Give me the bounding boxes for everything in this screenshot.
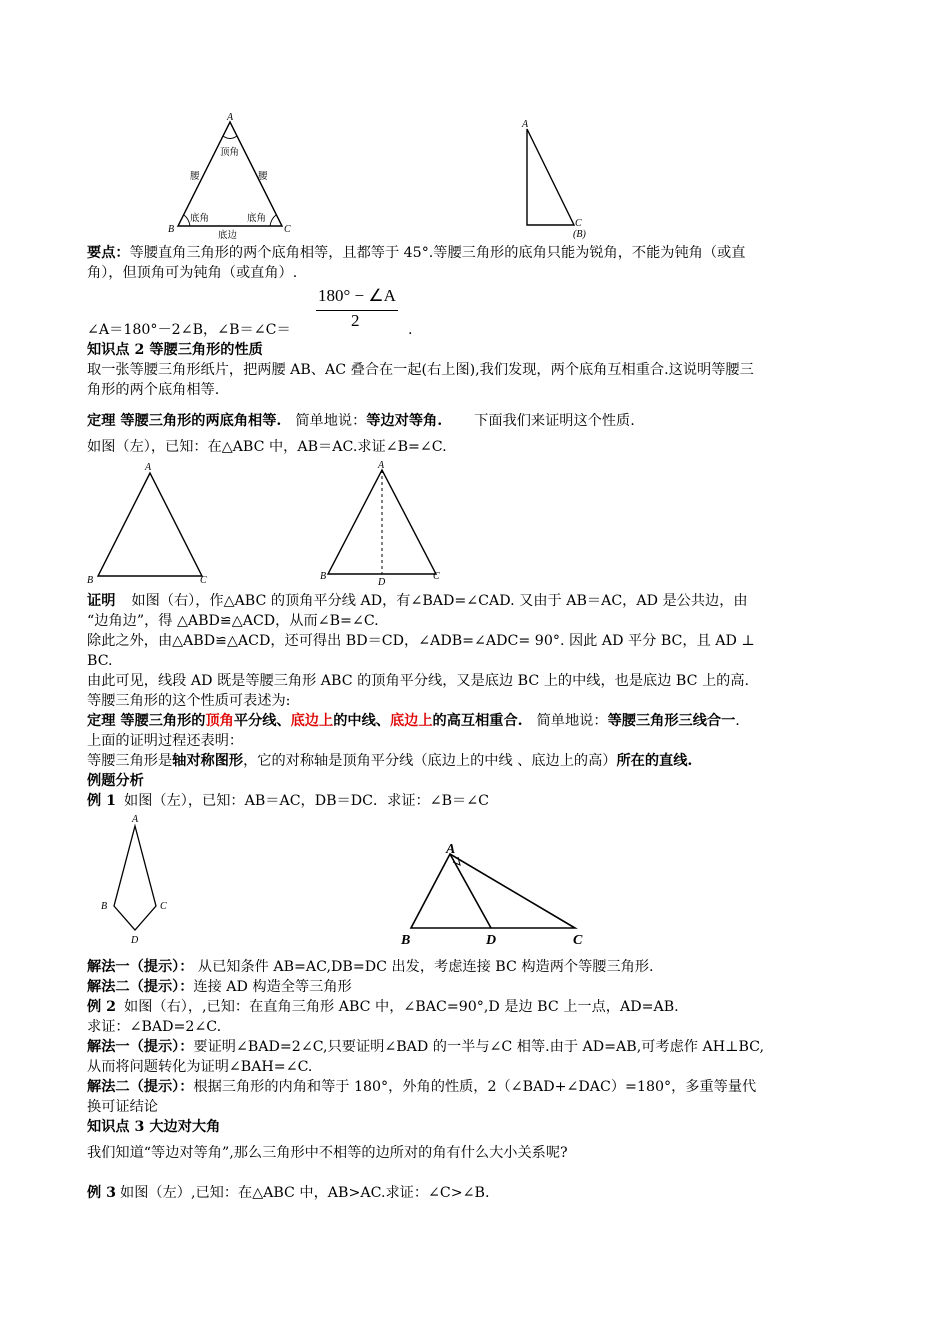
- theorem-2-d: 的高互相重合.: [432, 713, 523, 729]
- axis-d: 所在的直线.: [616, 753, 693, 769]
- example-2-prove: 求证：∠BAD=2∠C.: [87, 1019, 222, 1035]
- fraction-numerator: 180° − ∠A: [318, 286, 396, 305]
- kp2-paragraph-2: 角形的两个底角相等.: [87, 382, 220, 398]
- ex2-solution-2-label: 解法二（提示）：: [87, 1079, 194, 1095]
- vertex-label-d: D: [378, 577, 386, 588]
- vertex-label-d: D: [486, 933, 497, 948]
- vertex-label-c: C: [284, 224, 291, 235]
- theorem-2-red-1: 顶角: [205, 713, 234, 729]
- theorem-1-short: 等边对等角.: [366, 413, 443, 429]
- examples-title: 例题分析: [87, 773, 144, 789]
- right-triangle-shape: [411, 854, 575, 928]
- theorem-2-short: 等腰三角形三线合一: [607, 713, 736, 729]
- vertex-label-b: B: [320, 571, 327, 582]
- triangle-abc-shape: [98, 473, 202, 576]
- example-2: [87, 997, 679, 1017]
- example-3: [87, 1183, 489, 1203]
- vertex-label-c: C: [573, 933, 583, 948]
- left-base-angle-label: 底角: [190, 213, 210, 224]
- formula-end: .: [408, 322, 413, 338]
- theorem-2-red-2: 底边上: [290, 713, 334, 729]
- figure-right-triangle-abc: [395, 840, 595, 950]
- kp3-title: 知识点 3 大边对大角: [87, 1119, 221, 1135]
- example-2-text: 如图（右），,已知：在直角三角形 ABC 中，∠BAC=90°,D 是边 BC 上一点，AD=AB.: [124, 999, 679, 1015]
- proof-line-4: BC.: [87, 653, 113, 669]
- theorem-2-a: 定理 等腰三角形的: [87, 713, 206, 729]
- kp2-paragraph-1: 取一张等腰三角形纸片，把两腰 AB、AC 叠合在一起(右上图),我们发现，两个底角互相重合.这说明等腰三: [87, 362, 754, 378]
- above-proof-line: 上面的证明过程还表明：: [87, 733, 244, 749]
- keypoint-label: 要点：: [87, 245, 130, 261]
- proof-text-1: 如图（右），作△ABC 的顶角平分线 AD，有∠BAD=∠CAD. 又由于 AB＝AC，AD 是公共边，由: [131, 593, 748, 609]
- proof-line-3: 除此之外，由△ABD≌△ACD，还可得出 BD＝CD，∠ADB=∠ADC= 90°. 因此 AD 平分 BC，且 AD ⊥: [87, 633, 755, 649]
- base-label: 底边: [218, 230, 238, 241]
- example-3-label: 例 3: [87, 1185, 116, 1201]
- kp2-title: 知识点 2 等腰三角形的性质: [87, 342, 263, 358]
- ex2-solution-2: [87, 1077, 756, 1097]
- ex2-solution-1-text: 要证明∠BAD=2∠C,只要证明∠BAD 的一半与∠C 相等.由于 AD=AB,可考虑作 AH⊥BC,: [193, 1039, 764, 1055]
- left-leg-label: 腰: [190, 171, 200, 182]
- vertex-label-a: A: [378, 460, 385, 471]
- keypoint-line-2: 角），但顶角可为钝角（或直角）.: [87, 265, 298, 281]
- example-3-text: 如图（左）,已知：在△ABC 中，AB>AC.求证：∠C>∠B.: [120, 1185, 490, 1201]
- theorem-1-after: 下面我们来证明这个性质.: [474, 413, 635, 429]
- ex1-solution-1-text: 从已知条件 AB=AC,DB=DC 出发，考虑连接 BC 构造两个等腰三角形.: [193, 959, 654, 975]
- right-base-angle-label: 底角: [247, 213, 267, 224]
- vertex-label-d: D: [131, 935, 139, 946]
- proof-line-6: 等腰三角形的这个性质可表述为:: [87, 693, 291, 709]
- symmetry-axis-line: [87, 751, 692, 771]
- theorem-2-simple: 简单地说：: [536, 713, 608, 729]
- vertex-label-b-paren: (B): [573, 229, 586, 240]
- theorem-1-simple: 简单地说：: [295, 413, 367, 429]
- vertex-label-a: A: [227, 112, 234, 123]
- example-2-label: 例 2: [87, 999, 116, 1015]
- figure-kite: [98, 812, 178, 950]
- vertex-label-b: B: [87, 575, 94, 586]
- theorem-1: [87, 411, 635, 431]
- vertex-label-c: C: [200, 575, 207, 586]
- figure-triangle-bisector: [316, 458, 448, 588]
- ex2-solution-2-text: 根据三角形的内角和等于 180°，外角的性质，2（∠BAD+∠DAC）=180°，多重等量代: [193, 1079, 757, 1095]
- ex1-solution-2-text: 连接 AD 构造全等三角形: [193, 979, 352, 995]
- figure-triangle-abc: [86, 459, 216, 587]
- vertex-label-b: B: [401, 933, 411, 948]
- apex-angle-label: 顶角: [220, 147, 240, 158]
- apex-angle-arc: [223, 136, 237, 139]
- ex1-solution-1: [87, 957, 654, 977]
- figure-folded-triangle: [516, 118, 596, 242]
- theorem-2-end: .: [735, 713, 740, 729]
- ex2-solution-1-label: 解法一（提示）：: [87, 1039, 194, 1055]
- folded-triangle-shape: [527, 129, 574, 225]
- right-base-angle-arc: [270, 215, 276, 226]
- proof-line-5: 由此可见，线段 AD 既是等腰三角形 ABC 的顶角平分线，又是底边 BC 上的中线，也是底边 BC 上的高.: [87, 673, 750, 689]
- vertex-label-b: B: [101, 901, 108, 912]
- axis-b: 轴对称图形: [172, 753, 244, 769]
- ex1-solution-2-label: 解法二（提示）：: [87, 979, 194, 995]
- kite-shape: [114, 826, 156, 930]
- theorem-1-label: 定理 等腰三角形的两底角相等.: [87, 413, 282, 429]
- segment-ad: [450, 854, 491, 928]
- angle-formula: ∠A＝180°－2∠B，∠B＝∠C＝: [87, 322, 291, 338]
- example-1: [87, 791, 489, 811]
- vertex-label-a: A: [446, 842, 456, 857]
- axis-a: 等腰三角形是: [87, 753, 173, 769]
- given-line: 如图（左），已知：在△ABC 中，AB＝AC.求证∠B=∠C.: [87, 439, 447, 455]
- proof-label: 证明: [87, 593, 116, 609]
- fraction-denominator: 2: [351, 311, 360, 330]
- vertex-label-a: A: [522, 119, 529, 130]
- theorem-2-red-3: 底边上: [389, 713, 433, 729]
- triangle-abdc-shape: [328, 470, 436, 574]
- vertex-label-c: C: [433, 571, 440, 582]
- ex1-solution-1-label: 解法一（提示）：: [87, 959, 194, 975]
- vertex-label-c: C: [160, 901, 167, 912]
- theorem-2: [87, 711, 740, 731]
- axis-c: ，它的对称轴是顶角平分线（底边上的中线 、底边上的高）: [243, 753, 617, 769]
- proof-line-2: “边角边”，得 △ABD≌△ACD，从而∠B=∠C.: [87, 613, 379, 629]
- theorem-2-c: 的中线、: [333, 713, 390, 729]
- ex1-solution-2: [87, 977, 352, 997]
- vertex-label-a: A: [132, 814, 139, 825]
- example-1-text: 如图（左），已知：AB＝AC，DB＝DC．求证：∠B＝∠C: [124, 793, 489, 809]
- kp3-text: 我们知道“等边对等角”,那么三角形中不相等的边所对的角有什么大小关系呢?: [87, 1145, 568, 1161]
- ex2-solution-2-cont: 换可证结论: [87, 1099, 158, 1115]
- vertex-label-c: C: [575, 218, 582, 229]
- keypoint-line-1: [87, 243, 745, 263]
- keypoint-text: 等腰直角三角形的两个底角相等，且都等于 45°.等腰三角形的底角只能为锐角，不能为钝角（或直: [129, 245, 746, 261]
- vertex-label-a: A: [145, 462, 152, 473]
- theorem-2-b: 平分线、: [233, 713, 291, 729]
- ex2-solution-1: [87, 1037, 764, 1057]
- right-leg-label: 腰: [258, 171, 268, 182]
- ex2-solution-1-cont: 从而将问题转化为证明∠BAH=∠C.: [87, 1059, 313, 1075]
- figure-isosceles-named: [160, 112, 300, 244]
- proof-line-1: [87, 591, 748, 611]
- vertex-label-b: B: [168, 224, 175, 235]
- example-1-label: 例 1: [87, 793, 116, 809]
